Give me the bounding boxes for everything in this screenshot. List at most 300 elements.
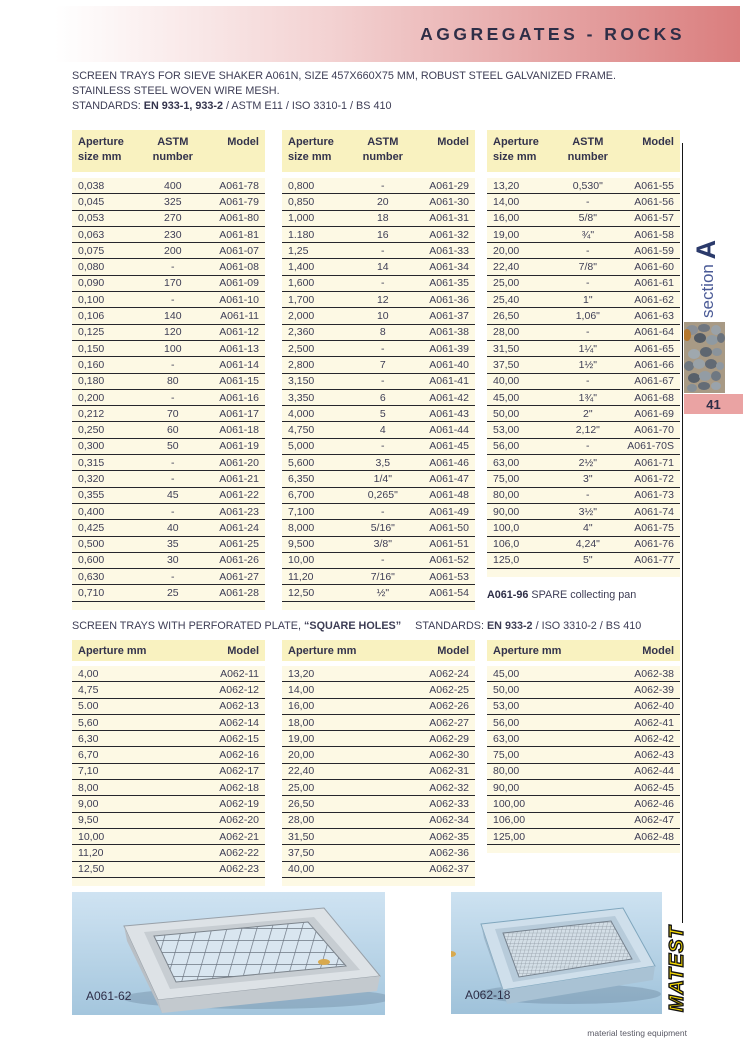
- table-cell: 8,000: [288, 521, 315, 534]
- table-cell: 12: [376, 293, 389, 306]
- table-cell: A061-13: [219, 342, 259, 355]
- table-cell: 45,00: [493, 391, 520, 404]
- table-body: [282, 666, 475, 886]
- table-cell: 0,160: [78, 358, 105, 371]
- table-cell: A062-44: [634, 765, 674, 778]
- table-cell: 0,106: [78, 310, 105, 323]
- table-row: [487, 699, 680, 715]
- table-cell: 19,00: [288, 732, 315, 745]
- table-row: [282, 406, 475, 422]
- table-cell: 20,00: [493, 244, 520, 257]
- product-photo-perforated-tray: [451, 892, 662, 1014]
- table-cell: -: [171, 391, 175, 404]
- pebbles-illustration: [684, 322, 725, 393]
- table-cell: 125,0: [493, 554, 520, 567]
- col-header-astm: [559, 135, 616, 172]
- col-header-text: number: [362, 151, 403, 163]
- col-header-astm: [144, 135, 201, 172]
- table-row: [282, 537, 475, 553]
- table-cell: 22,40: [493, 261, 520, 274]
- table-cell: 4,750: [288, 424, 315, 437]
- table-cell: 75,00: [493, 749, 520, 762]
- table-cell: 28,00: [493, 326, 520, 339]
- table-cell: 5: [379, 407, 386, 420]
- table-cell: 0,212: [78, 407, 105, 420]
- table-cell: A061-43: [429, 407, 469, 420]
- table-row: [72, 504, 265, 520]
- table-row: [282, 569, 475, 585]
- table-cell: 0,710: [78, 587, 105, 600]
- table-cell: 8: [379, 326, 386, 339]
- table-cell: -: [171, 472, 175, 485]
- table-cell: 2½": [578, 456, 597, 469]
- table-cell: A061-58: [634, 228, 674, 241]
- plate-table-3: [487, 640, 680, 853]
- table-row: [487, 439, 680, 455]
- table-row: [72, 243, 265, 259]
- table-row: [487, 390, 680, 406]
- table-cell: A061-34: [429, 261, 469, 274]
- rocks-thumbnail-image: [684, 322, 725, 393]
- table-row: [487, 747, 680, 763]
- table-cell: 9,50: [78, 814, 99, 827]
- table-row: [282, 374, 475, 390]
- table-cell: A061-71: [634, 456, 674, 469]
- col-header-text: number: [567, 151, 608, 163]
- table-cell: 75,00: [493, 472, 520, 485]
- table-row: [282, 829, 475, 845]
- table-row: [72, 211, 265, 227]
- table-cell: A061-18: [219, 424, 259, 437]
- table-row: [487, 813, 680, 829]
- table-cell: A061-57: [634, 212, 674, 225]
- table-cell: A062-24: [429, 667, 469, 680]
- table-row: [72, 357, 265, 373]
- table-cell: 0,075: [78, 244, 105, 257]
- table-row: [282, 455, 475, 471]
- table-cell: 56,00: [493, 440, 520, 453]
- table-body: [72, 666, 265, 886]
- table-row: [282, 243, 475, 259]
- table-cell: 18,00: [288, 716, 315, 729]
- table-cell: A061-23: [219, 505, 259, 518]
- table-cell: 0,053: [78, 212, 105, 225]
- table-cell: 2": [583, 407, 593, 420]
- table-cell: A062-22: [219, 846, 259, 859]
- page-number: 41: [706, 396, 721, 412]
- table-cell: 8,00: [78, 781, 99, 794]
- table-cell: 30: [166, 554, 179, 567]
- table-cell: 53,00: [493, 424, 520, 437]
- table-cell: 0,500: [78, 538, 105, 551]
- table-cell: A061-60: [634, 261, 674, 274]
- table-cell: -: [171, 505, 175, 518]
- table-row: [282, 390, 475, 406]
- table-cell: 0,100: [78, 293, 105, 306]
- col-header-model: [412, 135, 469, 172]
- table-cell: A061-41: [429, 375, 469, 388]
- table-cell: A061-40: [429, 358, 469, 371]
- table-cell: A061-66: [634, 358, 674, 371]
- table-cell: A061-21: [219, 472, 259, 485]
- table-cell: 1,25: [288, 244, 309, 257]
- table-cell: 20: [376, 195, 389, 208]
- table-cell: 9,500: [288, 538, 315, 551]
- table-cell: A061-70S: [627, 440, 674, 453]
- col-header-text: number: [152, 151, 193, 163]
- col-header-text: ASTM: [572, 136, 604, 148]
- table-cell: 80: [166, 375, 179, 388]
- table-cell: 60: [166, 424, 179, 437]
- table-cell: A061-07: [219, 244, 259, 257]
- table-cell: -: [586, 277, 590, 290]
- table-cell: A062-42: [634, 732, 674, 745]
- table-cell: 90,00: [493, 781, 520, 794]
- col-header-text: size mm: [78, 151, 122, 163]
- table-cell: -: [586, 489, 590, 502]
- section1-intro: [72, 69, 616, 113]
- table-row: [487, 780, 680, 796]
- table-row: [487, 682, 680, 698]
- table-row: [487, 292, 680, 308]
- table-row: [72, 422, 265, 438]
- table-cell: 31,50: [493, 342, 520, 355]
- table-cell: 0,090: [78, 277, 105, 290]
- table-row: [487, 796, 680, 812]
- col-header-text: ASTM: [157, 136, 189, 148]
- standards-rest: / ISO 3310-2 / BS 410: [535, 620, 642, 632]
- table-row: [487, 357, 680, 373]
- table-body: [487, 178, 680, 577]
- table-cell: 10,00: [78, 830, 105, 843]
- table-row: [72, 780, 265, 796]
- table-cell: 14,00: [288, 683, 315, 696]
- table-cell: 80,00: [493, 765, 520, 778]
- table-cell: -: [381, 179, 385, 192]
- col-header-text: Aperture: [288, 136, 334, 148]
- table-cell: A062-27: [429, 716, 469, 729]
- table-row: [72, 194, 265, 210]
- table-cell: A062-45: [634, 781, 674, 794]
- table-cell: A061-31: [429, 212, 469, 225]
- table-cell: 12,50: [288, 587, 315, 600]
- spare-pan-code: A061-96: [487, 589, 529, 601]
- table-row: [487, 211, 680, 227]
- table-cell: A062-16: [219, 749, 259, 762]
- table-cell: A061-27: [219, 570, 259, 583]
- table-row: [72, 862, 265, 878]
- table-cell: A061-20: [219, 456, 259, 469]
- table-row: [72, 796, 265, 812]
- table-row: [487, 325, 680, 341]
- table-cell: A061-72: [634, 472, 674, 485]
- table-row: [487, 504, 680, 520]
- table-cell: A061-81: [219, 228, 259, 241]
- table-cell: 5.00: [78, 700, 99, 713]
- table-cell: 3": [583, 472, 593, 485]
- table-cell: A061-26: [219, 554, 259, 567]
- table-cell: A062-40: [634, 700, 674, 713]
- table-cell: 2,360: [288, 326, 315, 339]
- table-cell: A061-28: [219, 587, 259, 600]
- table-cell: A061-37: [429, 310, 469, 323]
- plate-table-1: [72, 640, 265, 886]
- table-cell: 6: [379, 391, 386, 404]
- col-header-text: Aperture: [78, 136, 124, 148]
- table-cell: -: [381, 440, 385, 453]
- table-header: [487, 130, 680, 172]
- table-row: [487, 829, 680, 845]
- col-header-astm: [354, 135, 411, 172]
- table-cell: ½": [376, 587, 390, 600]
- table-cell: A062-13: [219, 700, 259, 713]
- table-cell: 1,06": [575, 310, 600, 323]
- table-cell: 14: [376, 261, 389, 274]
- col-header-text: Model: [227, 136, 259, 148]
- table-cell: 19,00: [493, 228, 520, 241]
- table-cell: 90,00: [493, 505, 520, 518]
- table-cell: 25,00: [288, 781, 315, 794]
- col-header-text: size mm: [493, 151, 537, 163]
- table-body: [282, 178, 475, 610]
- table-cell: A061-17: [219, 407, 259, 420]
- table-cell: 25: [166, 587, 179, 600]
- table-cell: A061-52: [429, 554, 469, 567]
- table-cell: 170: [164, 277, 182, 290]
- table-cell: A062-29: [429, 732, 469, 745]
- table-cell: -: [381, 554, 385, 567]
- table-cell: 3/8": [373, 538, 392, 551]
- standards-prefix: STANDARDS:: [415, 620, 484, 632]
- col-header-aperture: Aperture mm: [288, 644, 357, 657]
- table-cell: A062-19: [219, 798, 259, 811]
- table-cell: 20,00: [288, 749, 315, 762]
- table-row: [282, 845, 475, 861]
- col-header-text: ASTM: [367, 136, 399, 148]
- col-header-text: size mm: [288, 151, 332, 163]
- table-row: [72, 390, 265, 406]
- section2-title-bold: “SQUARE HOLES”: [303, 620, 402, 632]
- table-cell: 63,00: [493, 456, 520, 469]
- table-cell: A061-80: [219, 212, 259, 225]
- table-row: [282, 488, 475, 504]
- table-cell: 11,20: [288, 570, 314, 583]
- table-cell: 7,10: [78, 765, 99, 778]
- table-row: [282, 308, 475, 324]
- table-cell: A061-36: [429, 293, 469, 306]
- table-cell: 270: [164, 212, 182, 225]
- table-cell: 100,00: [493, 798, 526, 811]
- table-cell: 53,00: [493, 700, 520, 713]
- table-row: [487, 715, 680, 731]
- table-header: [487, 640, 680, 661]
- table-cell: A061-79: [219, 195, 259, 208]
- table-cell: A062-17: [219, 765, 259, 778]
- table-cell: A061-50: [429, 521, 469, 534]
- table-cell: 4: [379, 424, 386, 437]
- table-cell: A061-67: [634, 375, 674, 388]
- table-cell: A061-22: [219, 489, 259, 502]
- table-cell: A062-26: [429, 700, 469, 713]
- section2-title-text: SCREEN TRAYS WITH PERFORATED PLATE,: [72, 620, 304, 632]
- table-cell: 22,40: [288, 765, 315, 778]
- table-body: [72, 178, 265, 610]
- table-row: [487, 276, 680, 292]
- table-row: [282, 194, 475, 210]
- table-cell: 0,630: [78, 570, 105, 583]
- table-cell: 0,063: [78, 228, 105, 241]
- table-cell: A061-54: [429, 587, 469, 600]
- section-label-letter: A: [691, 239, 721, 260]
- table-cell: -: [586, 326, 590, 339]
- table-row: [72, 666, 265, 682]
- table-cell: A061-77: [634, 554, 674, 567]
- standards-bold: EN 933-1, 933-2: [143, 99, 224, 112]
- table-cell: 16,00: [288, 700, 315, 713]
- table-row: [72, 764, 265, 780]
- table-row: [282, 471, 475, 487]
- table-cell: A061-69: [634, 407, 674, 420]
- table-cell: A062-32: [429, 781, 469, 794]
- table-cell: 106,00: [493, 814, 526, 827]
- section-tab-label: [691, 240, 722, 318]
- product-photo-wire-mesh-tray: [72, 892, 385, 1015]
- table-cell: 2,800: [288, 358, 315, 371]
- table-row: [487, 341, 680, 357]
- table-cell: A062-47: [634, 814, 674, 827]
- table-cell: 6,350: [288, 472, 315, 485]
- table-cell: A061-59: [634, 244, 674, 257]
- table-row: [487, 553, 680, 569]
- table-cell: A061-14: [219, 358, 259, 371]
- table-cell: A062-41: [634, 716, 674, 729]
- standards-bold: EN 933-2: [486, 620, 533, 632]
- table-cell: -: [171, 261, 175, 274]
- table-cell: 16,00: [493, 212, 520, 225]
- table-row: [282, 682, 475, 698]
- table-cell: -: [586, 375, 590, 388]
- table-row: [282, 227, 475, 243]
- table-cell: 0,530": [572, 179, 603, 192]
- table-row: [72, 845, 265, 861]
- table-row: [282, 764, 475, 780]
- table-cell: 9,00: [78, 798, 99, 811]
- table-cell: 2,500: [288, 342, 315, 355]
- table-row: [282, 341, 475, 357]
- table-cell: A061-30: [429, 195, 469, 208]
- table-row: [282, 439, 475, 455]
- table-row: [282, 666, 475, 682]
- table-row: [282, 520, 475, 536]
- table-cell: ¾": [581, 228, 595, 241]
- table-cell: 6,70: [78, 749, 99, 762]
- table-row: [72, 406, 265, 422]
- table-row: [72, 292, 265, 308]
- table-cell: 7/8": [578, 261, 597, 274]
- table-cell: -: [171, 358, 175, 371]
- table-row: [487, 666, 680, 682]
- intro-standards: [72, 99, 616, 114]
- table-row: [282, 504, 475, 520]
- table-cell: A062-30: [429, 749, 469, 762]
- table-cell: 56,00: [493, 716, 520, 729]
- table-row: [72, 439, 265, 455]
- table-cell: 0,850: [288, 195, 315, 208]
- table-row: [282, 862, 475, 878]
- table-row: [282, 715, 475, 731]
- table-cell: A061-76: [634, 538, 674, 551]
- table-row: [487, 308, 680, 324]
- table-row: [487, 537, 680, 553]
- table-cell: A062-15: [219, 732, 259, 745]
- table-row: [72, 178, 265, 194]
- table-cell: 12,50: [78, 863, 105, 876]
- table-row: [487, 227, 680, 243]
- table-row: [487, 764, 680, 780]
- table-cell: 3,150: [288, 375, 315, 388]
- table-cell: 80,00: [493, 489, 520, 502]
- table-cell: A061-73: [634, 489, 674, 502]
- table-cell: A062-34: [429, 814, 469, 827]
- table-cell: 5/16": [370, 521, 395, 534]
- table-row: [72, 682, 265, 698]
- table-cell: 40: [166, 521, 179, 534]
- table-row: [487, 422, 680, 438]
- table-cell: A062-12: [219, 683, 259, 696]
- table-cell: 400: [164, 179, 182, 192]
- table-cell: 0,045: [78, 195, 105, 208]
- table-cell: 4,000: [288, 407, 315, 420]
- table-body: [487, 666, 680, 853]
- section2-title: [72, 620, 641, 632]
- col-header-model: [617, 135, 674, 172]
- table-cell: A062-43: [634, 749, 674, 762]
- table-cell: A062-36: [429, 846, 469, 859]
- table-row: [72, 520, 265, 536]
- page-header-bar: [55, 6, 740, 62]
- table-cell: 106,0: [493, 538, 520, 551]
- table-cell: 125,00: [493, 830, 526, 843]
- table-cell: 0,180: [78, 375, 105, 388]
- col-header-aperture: [493, 135, 559, 172]
- standards-prefix: STANDARDS:: [72, 99, 141, 112]
- plate-table-2: [282, 640, 475, 886]
- table-row: [72, 731, 265, 747]
- table-cell: -: [381, 505, 385, 518]
- table-cell: 6,700: [288, 489, 315, 502]
- table-header: [72, 640, 265, 661]
- table-row: [282, 747, 475, 763]
- product-photo-label: A062-18: [465, 988, 511, 1002]
- table-cell: 0,080: [78, 261, 105, 274]
- table-cell: 7/16": [370, 570, 395, 583]
- sidebar-divider-line: [682, 143, 683, 923]
- table-row: [487, 243, 680, 259]
- table-cell: 7,100: [288, 505, 315, 518]
- table-cell: 5,60: [78, 716, 99, 729]
- table-cell: 1.180: [288, 228, 315, 241]
- table-cell: 28,00: [288, 814, 315, 827]
- table-cell: A062-21: [219, 830, 259, 843]
- sieve-table-3: [487, 130, 680, 577]
- table-cell: 11,20: [78, 846, 104, 859]
- table-cell: 0,200: [78, 391, 105, 404]
- table-cell: 2,12": [575, 424, 600, 437]
- table-cell: 45,00: [493, 667, 520, 680]
- table-cell: A061-74: [634, 505, 674, 518]
- table-row: [282, 780, 475, 796]
- standards-rest: / ASTM E11 / ISO 3310-1 / BS 410: [226, 99, 392, 112]
